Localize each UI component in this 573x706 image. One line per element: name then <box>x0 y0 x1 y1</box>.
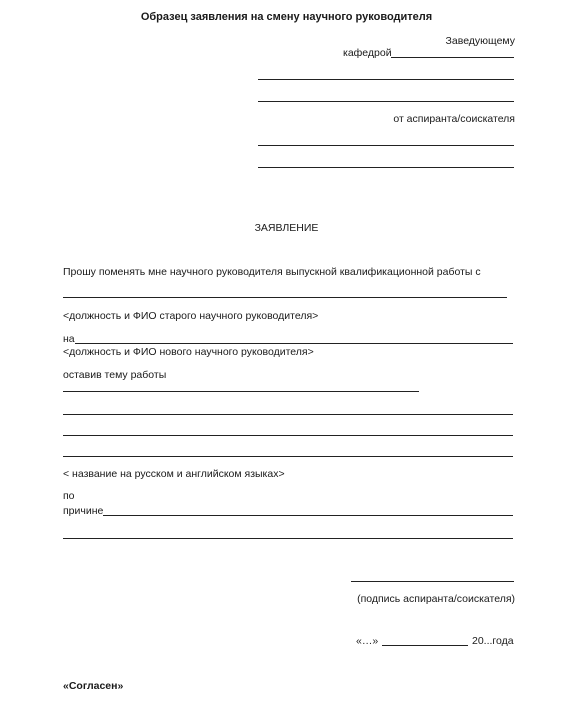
topic-line-2 <box>63 414 513 415</box>
document-title: Образец заявления на смену научного руководителя <box>140 11 433 23</box>
reason-label: причине <box>63 505 104 517</box>
from-name-line-2 <box>258 167 514 168</box>
signature-line <box>351 581 514 582</box>
addressee-label: Заведующему <box>445 35 515 47</box>
date-suffix: 20...года <box>472 635 514 647</box>
statement-heading: ЗАЯВЛЕНИЕ <box>254 222 319 234</box>
keep-topic-label: оставив тему работы <box>63 369 167 381</box>
old-supervisor-hint: <должность и ФИО старого научного руководителя> <box>63 310 319 322</box>
addressee-name-line-2 <box>258 101 514 102</box>
topic-line-1 <box>63 391 419 392</box>
topic-line-4 <box>63 456 513 457</box>
department-line <box>391 57 514 58</box>
by-label: по <box>63 490 75 502</box>
new-supervisor-hint: <должность и ФИО нового научного руководителя> <box>63 346 314 358</box>
from-name-line-1 <box>258 145 514 146</box>
new-supervisor-line <box>75 343 513 344</box>
addressee-name-line-1 <box>258 79 514 80</box>
old-supervisor-line <box>63 297 507 298</box>
on-label: на <box>63 333 75 345</box>
date-line <box>382 645 468 646</box>
signature-caption: (подпись аспиранта/соискателя) <box>357 593 515 605</box>
reason-line-2 <box>63 538 513 539</box>
date-prefix: «…» <box>356 635 379 647</box>
topic-hint: < название на русском и английском языках> <box>63 468 285 480</box>
department-label: кафедрой <box>343 47 392 59</box>
approval-label: «Согласен» <box>63 680 124 692</box>
from-label: от аспиранта/соискателя <box>393 113 515 125</box>
reason-line-1 <box>103 515 513 516</box>
topic-line-3 <box>63 435 513 436</box>
request-text: Прошу поменять мне научного руководителя выпускной квалификационной работы с <box>63 266 481 278</box>
